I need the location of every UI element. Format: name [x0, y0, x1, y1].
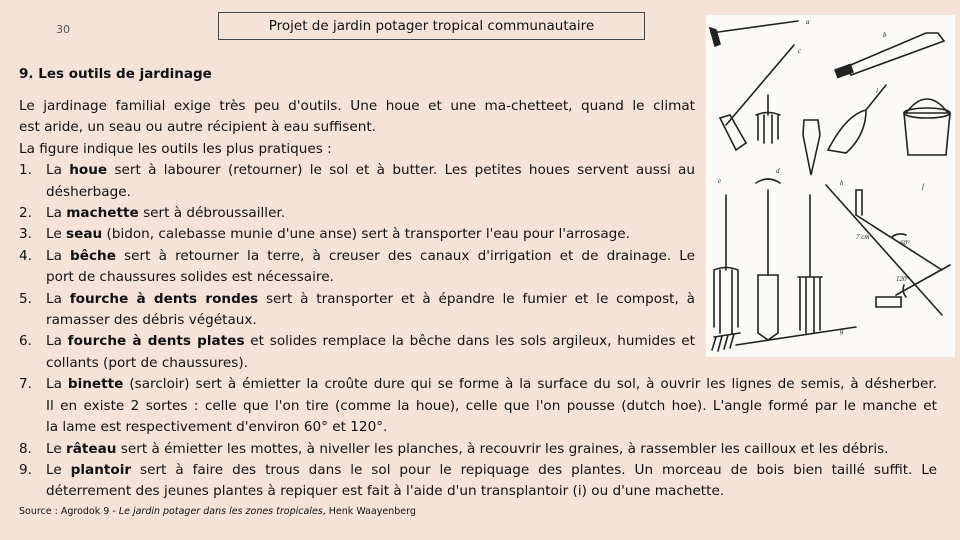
- list-item: [19, 439, 939, 460]
- trowel-drawing: [828, 85, 886, 153]
- text-fragment: sert à débroussailler.: [138, 205, 286, 222]
- text-fragment: La: [46, 333, 68, 350]
- tool-name: plantoir: [70, 461, 132, 478]
- text-fragment: sert à retourner la terre, à creuser des canaux d'irrigation et de drainage. Le: [115, 247, 695, 264]
- source-title: Le jardin potager dans les zones tropicales: [118, 506, 323, 517]
- section-title: 9. Les outils de jardinage: [19, 66, 212, 82]
- rake-drawing: [712, 185, 942, 351]
- flat-tine-fork-drawing: [798, 195, 822, 333]
- label-angle-120: 120°: [896, 275, 910, 283]
- text-fragment: Le: [46, 440, 67, 457]
- label-f: f: [922, 183, 924, 191]
- push-hoe-angle-drawing: [876, 265, 950, 307]
- intro-line: est aride, un seau ou autre récipient à eau suffisent.: [19, 119, 376, 136]
- text-fragment: sert à émietter les mottes, à niveller les planches, à recouvrir les graines, à rassembler les cailloux et les débris.: [116, 440, 889, 457]
- header-title: Projet de jardin potager tropical communautaire: [218, 12, 645, 40]
- intro-line: Le jardinage familial exige très peu d'outils. Une houe et une ma-chetteet, quand le climat: [19, 98, 695, 114]
- small-hoe-drawing: [720, 45, 794, 150]
- list-item-number: 7.: [19, 376, 32, 393]
- tool-name: seau: [66, 226, 103, 243]
- label-a: a: [806, 18, 810, 26]
- source-citation: [19, 506, 416, 517]
- tool-name: fourche à dents plates: [67, 333, 245, 350]
- list-item-number: 1.: [19, 162, 32, 179]
- intro-line: La figure indique les outils les plus pratiques :: [19, 140, 332, 157]
- continuation-line: collants (port de chaussures).: [46, 354, 249, 371]
- label-g: g: [840, 327, 844, 335]
- list-item-number: 9.: [19, 461, 32, 478]
- continuation-line: désherbage.: [46, 183, 131, 200]
- label-length: 7 cm: [856, 233, 870, 241]
- continuation-line: ramasser des débris végétaux.: [46, 312, 257, 329]
- label-c: c: [798, 47, 802, 55]
- text-fragment: Le: [46, 226, 67, 243]
- label-e: e: [718, 177, 722, 185]
- continuation-line: la lame est respectivement d'environ 60° et 120°.: [46, 419, 388, 436]
- text-fragment: sert à transporter et à épandre le fumier et le compost, à: [258, 290, 695, 307]
- list-item-text: [46, 374, 939, 438]
- list-item-number: 2.: [19, 205, 32, 222]
- list-item: [19, 460, 939, 503]
- label-b: b: [883, 31, 887, 39]
- text-fragment: La: [46, 376, 68, 393]
- tool-name: bêche: [70, 247, 116, 264]
- page-number: 30: [56, 23, 70, 36]
- text-fragment: sert à labourer (retourner) le sol et à butter. Les petites houes servent aussi au: [107, 162, 695, 179]
- text-fragment: sert à faire des trous dans le sol pour le repiquage des plantes. Un morceau de bois bien taillé suffit. Le: [131, 461, 937, 478]
- text-fragment: (bidon, calebasse munie d'une anse) sert à transporter l'eau pour l'arrosage.: [102, 226, 630, 243]
- text-fragment: La: [46, 162, 70, 179]
- label-d: d: [776, 167, 780, 175]
- source-prefix: Source : Agrodok 9 -: [19, 506, 119, 517]
- text-fragment: La: [46, 205, 67, 222]
- list-item-text: [46, 439, 939, 460]
- round-tine-fork-drawing: [714, 195, 738, 333]
- gardening-tools-illustration: [706, 15, 955, 357]
- label-i: i: [876, 87, 878, 95]
- list-item-number: 5.: [19, 290, 32, 307]
- list-item-number: 6.: [19, 333, 32, 350]
- source-suffix: , Henk Waayenberg: [322, 506, 416, 517]
- continuation-line: déterrement des jeunes plantes à repiquer est fait à l'aide d'un transplantoir (i) ou d'une machette.: [46, 483, 725, 500]
- label-angle-60: 60°: [900, 239, 910, 247]
- spade-drawing: [756, 179, 780, 340]
- tool-name: fourche à dents rondes: [69, 290, 259, 307]
- tool-name: machette: [66, 205, 139, 222]
- hoe-drawing: [710, 21, 798, 46]
- list-item-text: [46, 460, 939, 503]
- list-item-number: 8.: [19, 440, 32, 457]
- draw-hoe-angle-drawing: [856, 190, 942, 270]
- text-fragment: et solides remplace la bêche dans les sols argileux, humides et: [244, 333, 695, 350]
- list-item: [19, 374, 939, 438]
- continuation-line: Il en existe 2 sortes : celle que l'on tire (comme la houe), celle que l'on pousse (dutch hoe). L'angle formé par le manche et: [46, 397, 937, 414]
- hand-cultivator-drawing: [756, 95, 780, 143]
- label-h: h: [840, 179, 844, 187]
- text-fragment: La: [46, 290, 70, 307]
- machete-drawing: [835, 33, 944, 77]
- text-fragment: (sarcloir) sert à émietter la croûte dure qui se forme à la surface du sol, à ouvrir les lignes de semis, à désherber.: [123, 376, 937, 393]
- tool-name: binette: [67, 376, 124, 393]
- dibber-drawing: [803, 120, 820, 175]
- continuation-line: port de chaussures solides est nécessaire.: [46, 269, 334, 286]
- text-fragment: Le: [46, 461, 71, 478]
- list-item-number: 3.: [19, 226, 32, 243]
- bucket-drawing: [904, 99, 950, 155]
- tool-name: râteau: [66, 440, 117, 457]
- list-item-number: 4.: [19, 247, 32, 264]
- tool-name: houe: [69, 162, 108, 179]
- text-fragment: La: [46, 247, 71, 264]
